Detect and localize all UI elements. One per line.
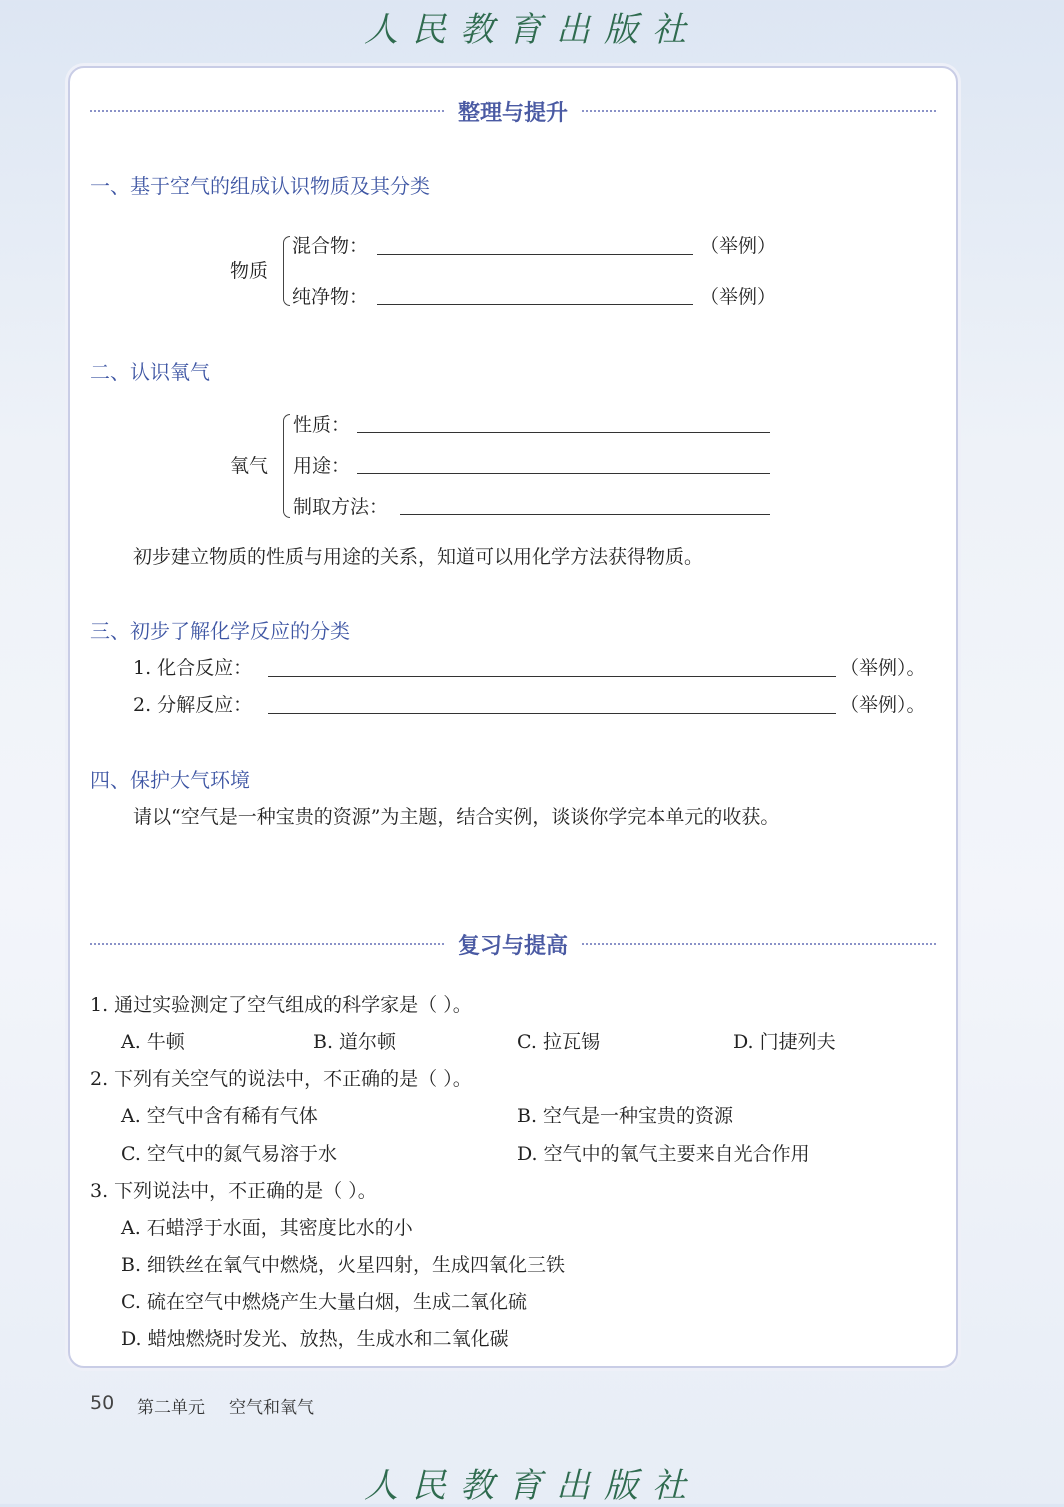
question-2-stem: 2. 下列有关空气的说法中，不正确的是（ ）。 <box>90 1068 472 1090</box>
pure-label: 纯净物： <box>292 286 369 308</box>
q1-option-c[interactable]: C. 拉瓦锡 <box>517 1031 600 1053</box>
section-title-text: 复习与提高 <box>458 933 569 959</box>
q2-option-b[interactable]: B. 空气是一种宝贵的资源 <box>517 1105 734 1127</box>
q1-option-b[interactable]: B. 道尔顿 <box>313 1031 397 1053</box>
question-3-stem: 3. 下列说法中，不正确的是（ ）。 <box>90 1180 377 1202</box>
pure-answer-line[interactable] <box>377 304 693 305</box>
reaction-decomposition-label: 2. 分解反应： <box>133 694 253 716</box>
q2-option-c[interactable]: C. 空气中的氮气易溶于水 <box>121 1143 337 1165</box>
section-title-summary <box>90 96 936 126</box>
brace <box>283 414 290 518</box>
question-1-stem: 1. 通过实验测定了空气组成的科学家是（ ）。 <box>90 994 472 1016</box>
decomposition-example: （举例）。 <box>840 694 926 716</box>
decomposition-answer-line[interactable] <box>268 713 836 714</box>
dotted-rule <box>582 943 936 945</box>
use-label: 用途： <box>293 455 351 477</box>
heading-2: 二、认识氧气 <box>90 360 210 384</box>
pure-example: （举例） <box>700 286 777 308</box>
note-text: 初步建立物质的性质与用途的关系，知道可以用化学方法获得物质。 <box>133 546 704 568</box>
section-title-review <box>90 929 936 959</box>
q3-option-b[interactable]: B. 细铁丝在氧气中燃烧，火星四射，生成四氧化三铁 <box>121 1254 566 1276</box>
oxygen-label: 氧气 <box>230 455 269 477</box>
q3-option-a[interactable]: A. 石蜡浮于水面，其密度比水的小 <box>121 1217 413 1239</box>
q2-option-a[interactable]: A. 空气中含有稀有气体 <box>121 1105 318 1127</box>
mixture-example: （举例） <box>700 235 777 257</box>
publisher-watermark-top: 人民教育出版社 <box>364 10 700 50</box>
heading-4: 四、保护大气环境 <box>90 768 250 792</box>
mixture-answer-line[interactable] <box>377 254 693 255</box>
content-card <box>68 66 958 1368</box>
brace <box>283 236 290 306</box>
page-number: 50 <box>90 1392 115 1414</box>
heading-3: 三、初步了解化学反应的分类 <box>90 619 350 643</box>
footer-title: 空气和氧气 <box>229 1398 314 1418</box>
footer-unit: 第二单元 <box>137 1398 205 1418</box>
reaction-combination-label: 1. 化合反应： <box>133 657 253 679</box>
method-answer-line[interactable] <box>400 514 770 515</box>
combination-answer-line[interactable] <box>268 676 836 677</box>
heading-1: 一、基于空气的组成认识物质及其分类 <box>90 174 430 198</box>
q3-option-c[interactable]: C. 硫在空气中燃烧产生大量白烟，生成二氧化硫 <box>121 1291 527 1313</box>
dotted-rule <box>582 110 936 112</box>
mixture-label: 混合物： <box>292 235 369 257</box>
section-title-text: 整理与提升 <box>458 100 569 126</box>
publisher-watermark-bottom: 人民教育出版社 <box>364 1466 700 1506</box>
q1-option-a[interactable]: A. 牛顿 <box>121 1031 185 1053</box>
combination-example: （举例）。 <box>840 657 926 679</box>
substance-label: 物质 <box>230 260 269 282</box>
heading-4-text: 请以“空气是一种宝贵的资源”为主题，结合实例，谈谈你学完本单元的收获。 <box>133 806 780 828</box>
dotted-rule <box>90 943 444 945</box>
method-label: 制取方法： <box>293 496 389 518</box>
use-answer-line[interactable] <box>357 473 770 474</box>
property-label: 性质： <box>293 414 351 436</box>
dotted-rule <box>90 110 444 112</box>
q3-option-d[interactable]: D. 蜡烛燃烧时发光、放热，生成水和二氧化碳 <box>121 1328 509 1350</box>
q1-option-d[interactable]: D. 门捷列夫 <box>733 1031 836 1053</box>
property-answer-line[interactable] <box>357 432 770 433</box>
q2-option-d[interactable]: D. 空气中的氧气主要来自光合作用 <box>517 1143 810 1165</box>
